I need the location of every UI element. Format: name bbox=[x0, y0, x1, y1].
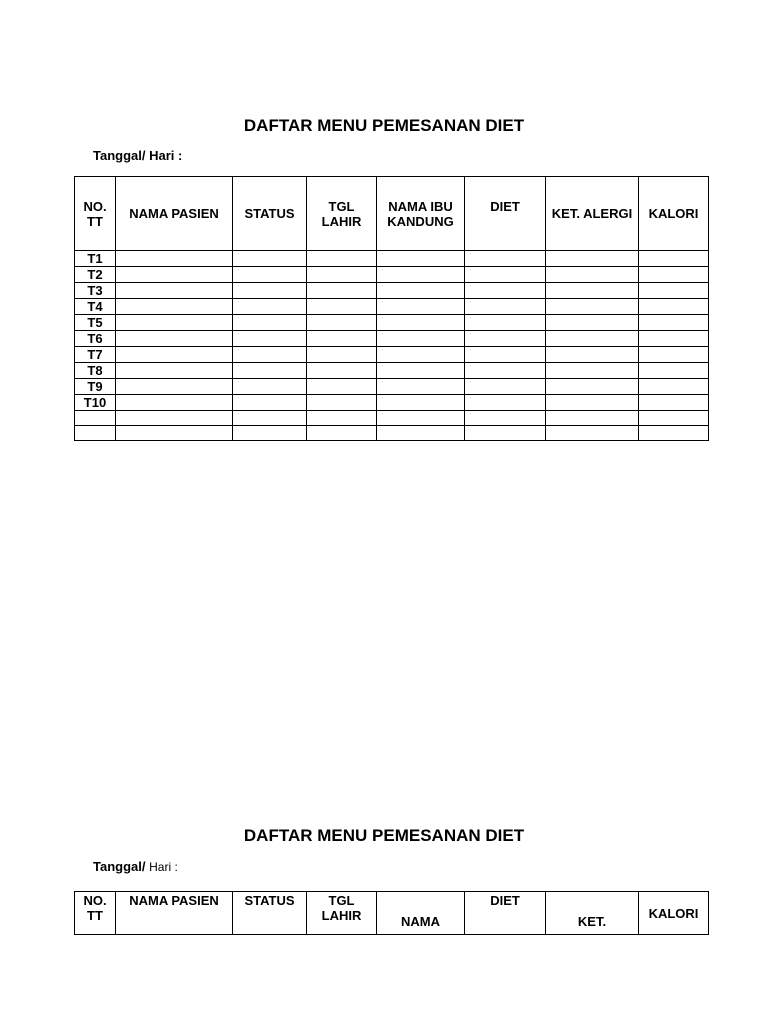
table-cell[interactable] bbox=[639, 411, 709, 426]
table-cell[interactable] bbox=[307, 411, 377, 426]
header-diet-2: DIET bbox=[465, 892, 546, 935]
table-cell[interactable] bbox=[307, 251, 377, 267]
row-label: T4 bbox=[75, 299, 116, 315]
table-cell[interactable] bbox=[307, 315, 377, 331]
table-cell[interactable] bbox=[233, 267, 307, 283]
date-label-2 bbox=[93, 859, 178, 874]
table-cell[interactable] bbox=[116, 347, 233, 363]
table-cell[interactable] bbox=[307, 331, 377, 347]
table-cell[interactable] bbox=[307, 379, 377, 395]
row-label bbox=[75, 411, 116, 426]
diet-order-table-2 bbox=[74, 891, 709, 935]
table-header-row bbox=[75, 177, 709, 251]
row-label: T9 bbox=[75, 379, 116, 395]
table-cell[interactable] bbox=[377, 315, 465, 331]
table-cell[interactable] bbox=[377, 251, 465, 267]
diet-order-table bbox=[74, 176, 709, 441]
row-label: T6 bbox=[75, 331, 116, 347]
header-status-2: STATUS bbox=[233, 892, 307, 935]
table-cell[interactable] bbox=[233, 426, 307, 441]
table-cell[interactable] bbox=[546, 411, 639, 426]
date-label-main: Tanggal/ bbox=[93, 859, 146, 874]
row-label: T5 bbox=[75, 315, 116, 331]
table-row bbox=[75, 251, 709, 267]
table-cell[interactable] bbox=[377, 331, 465, 347]
table-row bbox=[75, 331, 709, 347]
table-cell[interactable] bbox=[465, 331, 546, 347]
table-cell[interactable] bbox=[116, 363, 233, 379]
table-cell[interactable] bbox=[546, 331, 639, 347]
header-no-tt-2: NO. TT bbox=[75, 892, 116, 935]
header-tgl-lahir: TGL LAHIR bbox=[307, 177, 377, 251]
date-label: Tanggal/ Hari : bbox=[93, 148, 183, 163]
table-cell[interactable] bbox=[546, 395, 639, 411]
table-cell[interactable] bbox=[465, 426, 546, 441]
table-cell[interactable] bbox=[377, 395, 465, 411]
table-cell[interactable] bbox=[116, 411, 233, 426]
header-tgl-lahir-2: TGL LAHIR bbox=[307, 892, 377, 935]
table-cell[interactable] bbox=[465, 283, 546, 299]
table-cell[interactable] bbox=[233, 411, 307, 426]
table-cell[interactable] bbox=[307, 299, 377, 315]
table-cell[interactable] bbox=[639, 331, 709, 347]
table-cell[interactable] bbox=[233, 331, 307, 347]
table-cell[interactable] bbox=[465, 411, 546, 426]
table-cell[interactable] bbox=[546, 315, 639, 331]
table-cell[interactable] bbox=[377, 411, 465, 426]
row-label: T10 bbox=[75, 395, 116, 411]
table-cell[interactable] bbox=[233, 251, 307, 267]
table-cell[interactable] bbox=[307, 395, 377, 411]
table-cell[interactable] bbox=[546, 379, 639, 395]
table-cell[interactable] bbox=[116, 283, 233, 299]
table-cell[interactable] bbox=[546, 347, 639, 363]
table-cell[interactable] bbox=[233, 347, 307, 363]
table-cell[interactable] bbox=[546, 426, 639, 441]
table-cell[interactable] bbox=[116, 426, 233, 441]
table-cell[interactable] bbox=[233, 315, 307, 331]
table-cell[interactable] bbox=[377, 299, 465, 315]
header-nama-pasien-2: NAMA PASIEN bbox=[116, 892, 233, 935]
table-cell[interactable] bbox=[465, 251, 546, 267]
table-row bbox=[75, 299, 709, 315]
table-cell[interactable] bbox=[233, 363, 307, 379]
row-label: T1 bbox=[75, 251, 116, 267]
header-nama-pasien: NAMA PASIEN bbox=[116, 177, 233, 251]
table-cell[interactable] bbox=[546, 267, 639, 283]
table-cell[interactable] bbox=[233, 379, 307, 395]
table-row bbox=[75, 411, 709, 426]
table-row bbox=[75, 426, 709, 441]
table-row bbox=[75, 315, 709, 331]
table-cell[interactable] bbox=[639, 379, 709, 395]
table-cell[interactable] bbox=[116, 299, 233, 315]
table-cell[interactable] bbox=[233, 299, 307, 315]
table-cell[interactable] bbox=[639, 426, 709, 441]
table-cell[interactable] bbox=[233, 395, 307, 411]
header-kalori: KALORI bbox=[639, 177, 709, 251]
table-cell[interactable] bbox=[377, 426, 465, 441]
header-nama-ibu-kandung: NAMA IBU KANDUNG bbox=[377, 177, 465, 251]
table-cell[interactable] bbox=[639, 283, 709, 299]
table-row bbox=[75, 379, 709, 395]
table-cell[interactable] bbox=[116, 251, 233, 267]
table-cell[interactable] bbox=[639, 251, 709, 267]
form-title-2: DAFTAR MENU PEMESANAN DIET bbox=[243, 826, 525, 845]
table-cell[interactable] bbox=[377, 267, 465, 283]
table-cell[interactable] bbox=[465, 379, 546, 395]
row-label: T7 bbox=[75, 347, 116, 363]
header-no-tt: NO. TT bbox=[75, 177, 116, 251]
table-row bbox=[75, 283, 709, 299]
table-row bbox=[75, 267, 709, 283]
table-cell[interactable] bbox=[116, 267, 233, 283]
table-cell[interactable] bbox=[377, 283, 465, 299]
table-cell[interactable] bbox=[465, 347, 546, 363]
row-label: T2 bbox=[75, 267, 116, 283]
table-cell[interactable] bbox=[546, 363, 639, 379]
table-cell[interactable] bbox=[639, 315, 709, 331]
table-cell[interactable] bbox=[377, 379, 465, 395]
table-cell[interactable] bbox=[465, 299, 546, 315]
table-cell[interactable] bbox=[639, 299, 709, 315]
row-label: T8 bbox=[75, 363, 116, 379]
table-cell[interactable] bbox=[116, 331, 233, 347]
header-ket-alergi: KET. ALERGI bbox=[546, 177, 639, 251]
header-kalori-2: KALORI bbox=[639, 892, 709, 935]
table-row bbox=[75, 363, 709, 379]
date-label-small: Hari : bbox=[149, 860, 178, 874]
table-cell[interactable] bbox=[307, 363, 377, 379]
table-cell[interactable] bbox=[639, 395, 709, 411]
table-header-row-2 bbox=[75, 892, 709, 935]
header-nama-2: NAMA bbox=[377, 892, 465, 935]
table-row bbox=[75, 395, 709, 411]
table-cell[interactable] bbox=[546, 283, 639, 299]
header-diet: DIET bbox=[465, 177, 546, 251]
table-row bbox=[75, 347, 709, 363]
row-label bbox=[75, 426, 116, 441]
row-label: T3 bbox=[75, 283, 116, 299]
table-cell[interactable] bbox=[307, 267, 377, 283]
table-cell[interactable] bbox=[639, 267, 709, 283]
header-ket-2: KET. bbox=[546, 892, 639, 935]
table-cell[interactable] bbox=[307, 347, 377, 363]
table-cell[interactable] bbox=[116, 379, 233, 395]
table-cell[interactable] bbox=[116, 395, 233, 411]
header-status: STATUS bbox=[233, 177, 307, 251]
table-cell[interactable] bbox=[465, 267, 546, 283]
table-cell[interactable] bbox=[116, 315, 233, 331]
table-cell[interactable] bbox=[307, 283, 377, 299]
table-cell[interactable] bbox=[639, 363, 709, 379]
table-cell[interactable] bbox=[307, 426, 377, 441]
table-cell[interactable] bbox=[546, 251, 639, 267]
table-cell[interactable] bbox=[546, 299, 639, 315]
table-cell[interactable] bbox=[465, 363, 546, 379]
table-cell[interactable] bbox=[377, 347, 465, 363]
table-cell[interactable] bbox=[377, 363, 465, 379]
table-cell[interactable] bbox=[233, 283, 307, 299]
table-cell[interactable] bbox=[639, 347, 709, 363]
form-title: DAFTAR MENU PEMESANAN DIET bbox=[243, 116, 525, 135]
table-cell[interactable] bbox=[465, 315, 546, 331]
table-cell[interactable] bbox=[465, 395, 546, 411]
